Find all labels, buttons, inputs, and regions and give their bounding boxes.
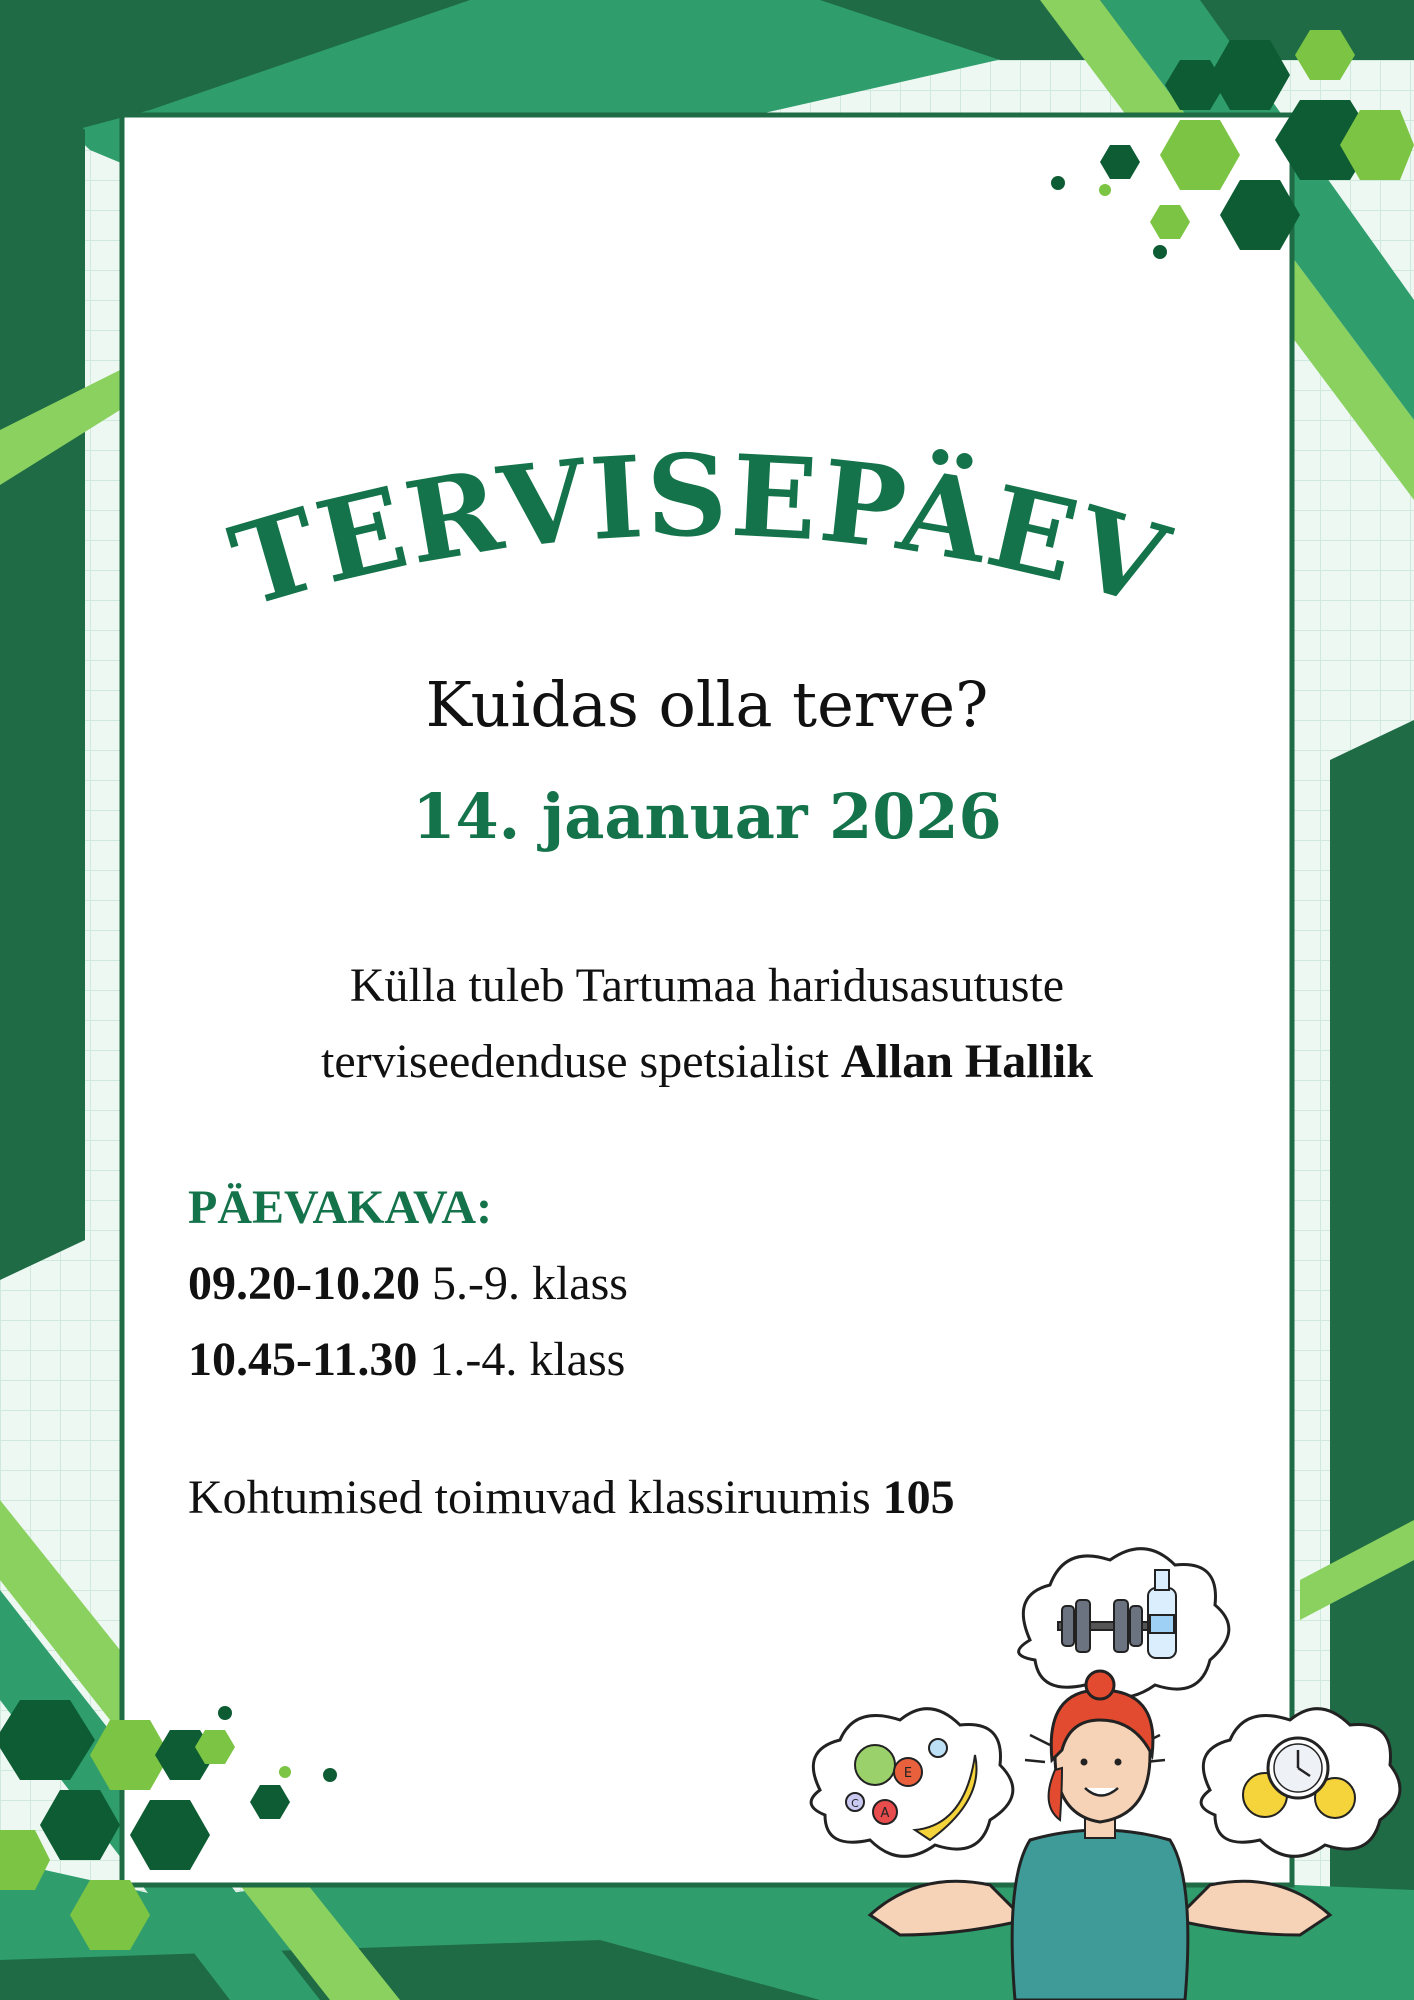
thought-bubble-nutrition — [811, 1709, 1013, 1857]
page-title: TERVISEPÄEV — [218, 430, 1182, 630]
meeting-text: Kohtumised toimuvad klassiruumis — [188, 1471, 871, 1524]
event-date: 14. jaanuar 2026 — [412, 780, 1002, 853]
guest-description — [0, 948, 1414, 1100]
person-illustration — [800, 1540, 1414, 2000]
guest-line-2 — [0, 1024, 1414, 1100]
guest-name: Allan Hallik — [840, 1035, 1093, 1088]
schedule-time: 10.45-11.30 — [188, 1333, 418, 1386]
title-arc — [150, 430, 1250, 630]
schedule-time: 09.20-10.20 — [188, 1257, 420, 1310]
meeting-location — [188, 1470, 955, 1525]
clock-icon — [1268, 1738, 1328, 1798]
room-number: 105 — [882, 1471, 955, 1524]
schedule — [188, 1170, 628, 1398]
vitamin-e-label: E — [903, 1766, 913, 1781]
guest-role: terviseedenduse spetsialist — [321, 1035, 829, 1088]
schedule-title: PÄEVAKAVA: — [188, 1181, 493, 1234]
schedule-row — [188, 1246, 628, 1322]
schedule-group: 5.-9. klass — [431, 1257, 628, 1310]
subtitle: Kuidas olla terve? — [425, 668, 989, 741]
thought-bubble-exercise — [1019, 1549, 1229, 1698]
vitamin-c-label: C — [851, 1797, 859, 1810]
schedule-row — [188, 1322, 628, 1398]
vitamin-a-label: A — [880, 1806, 890, 1821]
schedule-group: 1.-4. klass — [429, 1333, 626, 1386]
thought-bubble-sleep — [1201, 1709, 1400, 1857]
guest-line-1: Külla tuleb Tartumaa haridusasutuste — [349, 959, 1065, 1012]
svg-text:TERVISEPÄEV — [218, 431, 1182, 630]
